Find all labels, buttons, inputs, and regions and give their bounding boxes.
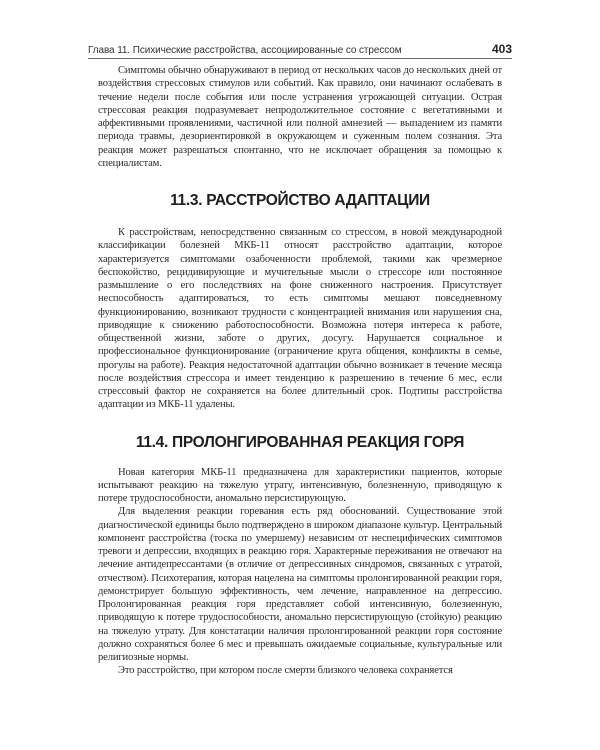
page-body	[98, 64, 502, 678]
running-header	[88, 40, 512, 59]
section-11-3-paragraph: К расстройствам, непосредственно связанным со стрессом, в новой международной классификации болезней МКБ-11 относят расстройство адаптации, которое характеризуется симптомами озабоченности проблемой, такими как чрезмерное беспокойство, рецидивирующие и мучительные мысли о стрессоре или постоянное размышление о его последствиях на фоне сниженного настроения. Присутствует неспособность адаптироваться, то есть симптомы мешают повседневному функционированию, возникают трудности с концентрацией внимания или нарушения сна, приводящие к снижению работоспособности. Возможна потеря интереса к работе, общественной жизни, заботе о других, досугу. Нарушается социальное и профессиональное функционирование (ограничение круга общения, конфликты в семье, прогулы на работе). Реакция недостаточной адаптации обычно возникает в течение месяца после воздействия стрессора и имеет тенденцию к разрешению в течение 6 мес, если стрессовый фактор не сохраняется на более длительный срок. Подтипы расстройства адаптации из МКБ-11 удалены.	[98, 227, 502, 411]
page-number: 403	[491, 42, 512, 56]
intro-paragraph: Симптомы обычно обнаруживают в период от нескольких часов до нескольких дней от воздействия стрессовых стимулов или событий. Как правило, они начинают ослабевать в течение недели после события или после устранения угрожающей ситуации. Острая стрессовая реакция подразумевает непродолжительное состояние с вегетативными и аффективными проявлениями, частичной или полной амнезией — выпадением из памяти периода травмы, дезориентировкой в окружающем и суженным полем сознания. Эта реакция может разрешаться спонтанно, что не исключает обращения за помощью к специалистам.	[98, 65, 502, 169]
chapter-title: Глава 11. Психические расстройства, ассоциированные со стрессом	[88, 45, 402, 56]
section-heading-11-4: 11.4. ПРОЛОНГИРОВАННАЯ РЕАКЦИЯ ГОРЯ	[135, 433, 465, 451]
section-heading-11-3: 11.3. РАССТРОЙСТВО АДАПТАЦИИ	[170, 192, 430, 209]
section-11-4-paragraph-1: Новая категория МКБ-11 предназначена для характеристики пациентов, которые испытывают реакцию на тяжелую утрату, интенсивную, болезненную, приводящую к потере трудоспособности, аномально персистирующую.	[98, 466, 502, 504]
section-11-4-paragraph-3: Это расстройство, при котором после смерти близкого человека сохраняется	[118, 665, 453, 677]
section-11-4-paragraph-2: Для выделения реакции горевания есть ряд обоснований. Существование этой диагностической единицы было подтверждено в широком диапазоне культур. Центральный компонент расстройства (тоска по умершему) независим от неспецифических симптомов тревоги и депрессии, входящих в реакцию горя. Характерные переживания не отвечают на лечение антидепрессантами (в отличие от депрессивных синдромов, связанных с утратой, отчеством). Психотерапия, которая нацелена на симптомы пролонгированной реакции горя, демонстрирует большую эффективность, чем лечение, направленное на депрессию. Пролонгированная реакция горя представляет собой интенсивную, болезненную, приводящую к потере трудоспособности, аномально персистирующую (стойкую) реакцию на тяжелую утрату. Для констатации наличия пролонгированной реакции горя состояние должно сохраняться более 6 мес и превышать ожидаемые социальные, культуральные или религиозные нормы.	[98, 506, 502, 663]
